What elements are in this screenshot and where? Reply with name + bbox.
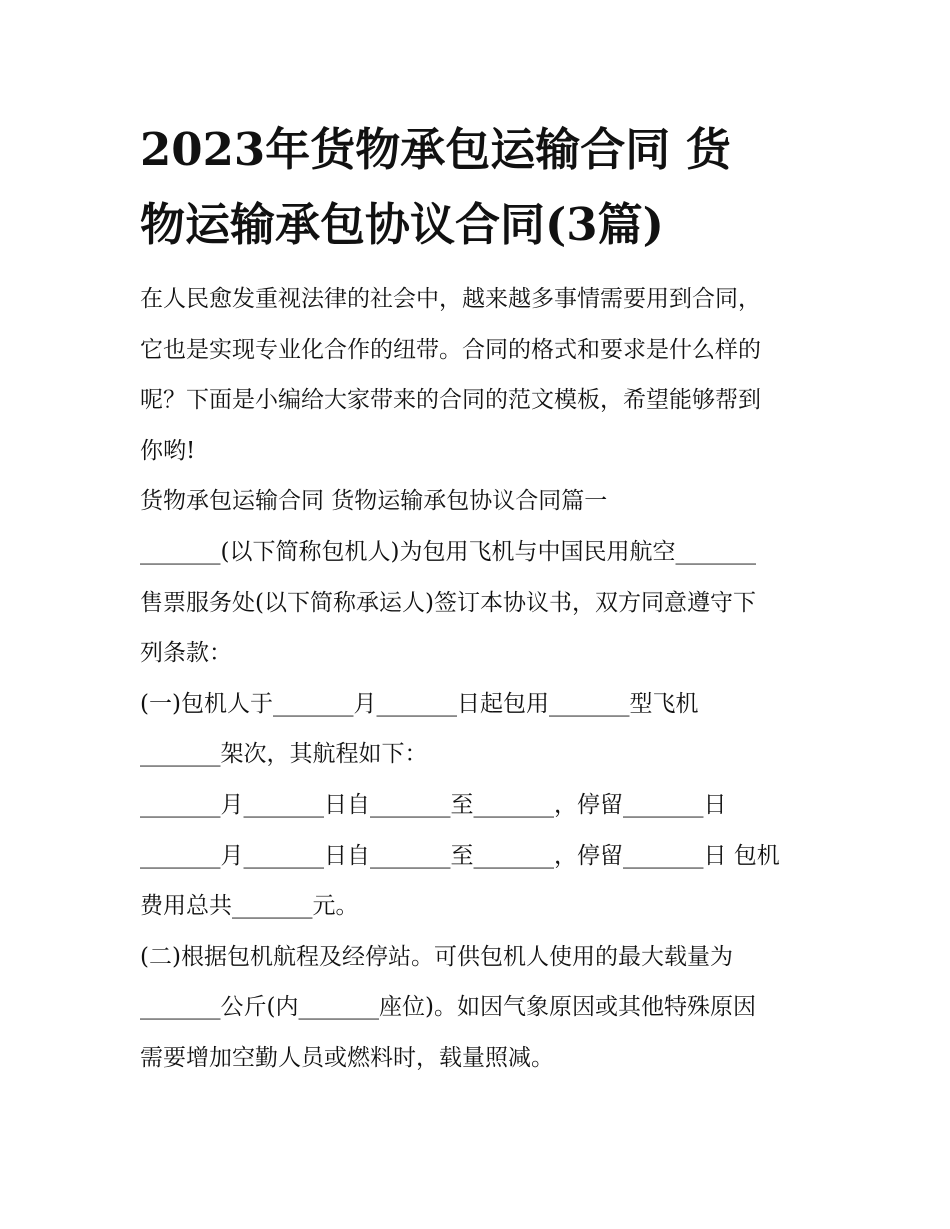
section-heading: 货物承包运输合同 货物运输承包协议合同篇一: [140, 488, 608, 515]
clause-line: _______公斤(内_______座位)。如因气象原因或其他特殊原因: [140, 994, 756, 1021]
clause-line: (二)根据包机航程及经停站。可供包机人使用的最大载量为: [140, 943, 733, 970]
clause-line: _______架次，其航程如下：: [140, 741, 428, 768]
clause-line: (一)包机人于_______月_______日起包用_______型飞机: [140, 690, 699, 717]
paragraph-line: 你哟!: [140, 437, 196, 464]
clause-line: 费用总共_______元。: [140, 893, 359, 920]
title-line: 物运输承包协议合同(3篇): [140, 198, 664, 251]
clause-line: 需要增加空勤人员或燃料时，载量照减。: [140, 1044, 554, 1071]
document-title: [140, 112, 820, 262]
paragraph-line: _______(以下简称包机人)为包用飞机与中国民用航空_______: [140, 538, 756, 565]
document-body: [140, 274, 830, 1084]
paragraph-line: 在人民愈发重视法律的社会中，越来越多事情需要用到合同，: [140, 286, 761, 312]
itinerary-line: _______月_______日自_______至_______，停留_______日 包机: [140, 842, 780, 869]
paragraph-line: 呢？下面是小编给大家带来的合同的范文模板，希望能够帮到: [140, 387, 761, 414]
paragraph-line: 它也是实现专业化合作的纽带。合同的格式和要求是什么样的: [140, 336, 761, 363]
title-line: 2023年货物承包运输合同 货: [140, 123, 731, 176]
paragraph-line: 售票服务处(以下简称承运人)签订本协议书，双方同意遵守下: [140, 589, 756, 616]
paragraph-line: 列条款：: [140, 640, 232, 667]
itinerary-line: _______月_______日自_______至_______，停留_______日: [140, 791, 727, 818]
